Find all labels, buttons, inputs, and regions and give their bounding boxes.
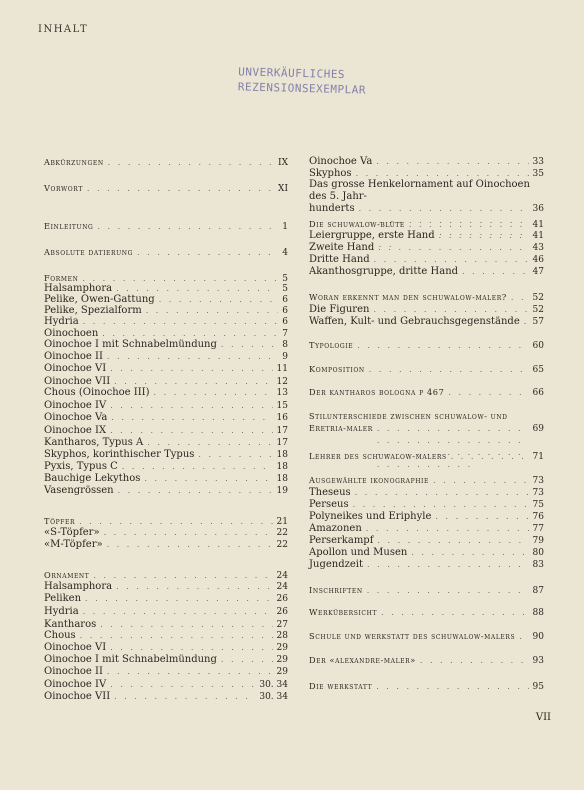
toc-entry-label: Inschriften [309, 585, 363, 595]
toc-entry-page: 75 [532, 500, 544, 510]
leader-dots [411, 547, 528, 559]
toc-entry-page: 30. 34 [259, 680, 288, 690]
leader-dots [107, 666, 273, 678]
toc-entry [44, 539, 288, 551]
leader-dots [118, 485, 273, 497]
toc-entry-label: Skyphos [309, 168, 352, 179]
toc-entry-label: Akanthosgruppe, dritte Hand [309, 266, 459, 277]
toc-entry [44, 691, 288, 703]
leader-dots [110, 425, 272, 437]
toc-entry-label: Stilunterschiede zwischen schuwalow- und [309, 412, 508, 421]
toc-entry [309, 230, 544, 242]
leader-dots [519, 631, 528, 643]
toc-entry-page: 6 [282, 317, 288, 327]
toc-entry-label-continued: hunderts [309, 203, 355, 214]
page-header: INHALT [38, 24, 89, 35]
toc-entry [309, 386, 544, 399]
toc-entry-label: Ornament [44, 570, 90, 580]
toc-entry-page: 9 [282, 352, 288, 362]
toc-entry [309, 156, 544, 168]
toc-entry-page: 6 [282, 306, 288, 316]
toc-entry [309, 339, 544, 352]
toc-entry-page: 22 [276, 540, 288, 550]
toc-entry [309, 584, 544, 597]
toc-entry-label: Amazonen [309, 523, 362, 534]
toc-entry-label: Polyneikes und Eriphyle [309, 511, 432, 522]
leader-dots [154, 387, 273, 399]
stamp-line-1: UNVERKÄUFLICHES [238, 65, 346, 82]
toc-entry-label: Lehrer des schuwalow-malers [309, 451, 447, 461]
toc-entry [309, 511, 544, 523]
toc-entry-page: 17 [276, 426, 288, 436]
toc-entry [309, 474, 544, 487]
toc-entry-page: 52 [532, 305, 544, 315]
toc-entry-page: 4 [282, 248, 288, 258]
toc-entry [309, 242, 544, 254]
toc-entry-page: 18 [276, 450, 288, 460]
toc-entry-label: Oinochoe II [44, 666, 103, 677]
toc-entry-page: 11 [276, 364, 288, 374]
toc-entry-label: Ausgewählte ikonographie [309, 475, 430, 485]
leader-dots [511, 292, 529, 304]
leader-dots [83, 606, 273, 618]
toc-entry-page: 29 [276, 655, 288, 665]
toc-entry-page: 5 [282, 284, 288, 294]
toc-entry-page: 29 [276, 643, 288, 653]
toc-entry [309, 523, 544, 535]
toc-entry-label: Oinochoe VI [44, 642, 107, 653]
toc-entry-label: Formen [44, 273, 79, 283]
toc-entry-page: 6 [282, 295, 288, 305]
toc-entry-label: Absolute datierung [44, 247, 134, 257]
toc-entry-label: Der kantharos bologna p 467 [309, 387, 445, 397]
leader-dots [367, 585, 529, 597]
leader-dots [367, 559, 529, 571]
toc-entry-label: Die Figuren [309, 304, 370, 315]
toc-entry [309, 606, 544, 619]
toc-entry-page: 95 [532, 682, 544, 692]
toc-entry [44, 449, 288, 461]
toc-entry [44, 461, 288, 473]
toc-entry-page: 87 [532, 586, 544, 596]
toc-entry [309, 254, 544, 266]
toc-entry-page: 13 [276, 388, 288, 398]
toc-entry-label: Halsamphora [44, 581, 113, 592]
toc-entry-label: Oinochoe IV [44, 400, 107, 411]
toc-entry-page: 71 [532, 452, 544, 462]
toc-entry-label: Theseus [309, 487, 351, 498]
leader-dots [83, 316, 279, 328]
toc-entry-label: Pelike, Owen-Gattung [44, 294, 155, 305]
toc-entry [309, 654, 544, 667]
toc-entry-page: 36 [532, 204, 544, 214]
page-number: VII [535, 712, 551, 723]
toc-entry-label: Chous [44, 630, 76, 641]
toc-entry-page: 7 [282, 329, 288, 339]
leader-dots [221, 654, 273, 666]
leader-dots [376, 156, 528, 168]
toc-entry-label: Perseus [309, 499, 349, 510]
toc-entry-label: Kantharos [44, 619, 97, 630]
toc-entry-label: Das grosse Henkelornament auf Oinochoen des 5. Jahr- [309, 179, 530, 202]
toc-entry [44, 593, 288, 605]
toc-entry-page: 57 [532, 317, 544, 327]
toc-entry-page: 5 [282, 274, 288, 284]
leader-dots [366, 523, 529, 535]
toc-entry [44, 425, 288, 437]
toc-entry-page: 28 [276, 631, 288, 641]
toc-entry [309, 630, 544, 643]
toc-entry-label: Dritte Hand [309, 254, 370, 265]
toc-entry-page: 12 [276, 377, 288, 387]
toc-entry-page: 73 [532, 476, 544, 486]
toc-entry-page: 33 [532, 157, 544, 167]
leader-dots [87, 183, 274, 195]
toc-entry [44, 220, 288, 233]
leader-dots [107, 539, 273, 551]
toc-entry-label: Oinochoe VI [44, 363, 107, 374]
toc-entry-label: Der «alexandre-maler» [309, 655, 416, 665]
toc-entry [44, 400, 288, 412]
leader-dots [374, 254, 529, 266]
toc-entry-label: Oinochoe VII [44, 376, 111, 387]
toc-entry-page: 35 [532, 169, 544, 179]
leader-dots [433, 475, 529, 487]
leader-dots [97, 221, 278, 233]
review-copy-stamp [238, 64, 367, 97]
toc-entry-page: 52 [532, 293, 544, 303]
toc-entry-label: Leiergruppe, erste Hand [309, 230, 435, 241]
toc-entry [44, 581, 288, 593]
toc-entry-label: Zweite Hand [309, 242, 375, 253]
toc-entry-page: 83 [532, 560, 544, 570]
leader-dots [439, 230, 529, 242]
toc-entry-label: Oinochoe IX [44, 425, 107, 436]
toc-entry-label: Oinochoe Va [309, 156, 373, 167]
toc-entry-label-continued: Eretria-maler [309, 424, 373, 433]
toc-entry-label: Werkübersicht [309, 607, 378, 617]
leader-dots [110, 363, 272, 375]
toc-entry-label: «M-Töpfer» [44, 539, 103, 550]
toc-entry-continuation [309, 423, 544, 471]
toc-entry [44, 412, 288, 424]
toc-entry [309, 680, 544, 693]
toc-entry-page: 43 [532, 243, 544, 253]
leader-dots [85, 593, 273, 605]
toc-entry-label: Oinochoe Va [44, 412, 108, 423]
toc-entry-page: 73 [532, 488, 544, 498]
toc-entry-label: Oinochoe I mit Schnabelmündung [44, 654, 217, 665]
toc-entry [44, 642, 288, 654]
toc-entry-label: Einleitung [44, 221, 94, 231]
toc-entry [309, 487, 544, 499]
toc-entry [309, 316, 544, 328]
toc-entry [309, 450, 544, 463]
toc-entry-page: 90 [532, 632, 544, 642]
toc-entry-label: Die schuwalow-blüte [309, 219, 405, 229]
toc-entry [44, 246, 288, 259]
leader-dots [116, 581, 272, 593]
toc-entry-page: 26 [276, 607, 288, 617]
toc-entry [44, 630, 288, 642]
leader-dots [80, 630, 273, 642]
leader-dots [144, 473, 272, 485]
toc-entry-page: 66 [532, 388, 544, 398]
toc-entry-page: 80 [532, 548, 544, 558]
toc-entry-page: 26 [276, 594, 288, 604]
leader-dots [107, 351, 278, 363]
toc-entry-label: Typologie [309, 340, 354, 350]
leader-dots [108, 157, 274, 169]
toc-entry [44, 363, 288, 375]
leader-dots [462, 266, 529, 278]
leader-dots [381, 607, 528, 619]
toc-entry-page: 30. 34 [259, 692, 288, 702]
toc-entry [44, 473, 288, 485]
toc-entry [44, 387, 288, 399]
leader-dots [353, 499, 529, 511]
toc-entry [309, 291, 544, 304]
toc-entry-label: Apollon und Musen [309, 547, 408, 558]
toc-entry-page: 16 [276, 413, 288, 423]
toc-entry-page: 15 [276, 401, 288, 411]
toc-entry-page: 18 [276, 474, 288, 484]
toc-entry-page: XI [278, 184, 288, 194]
leader-dots [378, 242, 528, 254]
toc-entry [44, 351, 288, 363]
leader-dots [110, 679, 255, 691]
leader-dots [357, 340, 528, 352]
toc-entry-label: Oinochoe IV [44, 679, 107, 690]
leader-dots [114, 691, 255, 703]
leader-dots [110, 400, 272, 412]
toc-entry [309, 363, 544, 376]
toc-entry-label: Vasengrössen [44, 485, 114, 496]
toc-entry-label: Schule und werkstatt des schuwalow-malers [309, 631, 516, 641]
leader-dots [451, 451, 529, 463]
toc-entry-label: Komposition [309, 364, 365, 374]
toc-entry-label: Peliken [44, 593, 82, 604]
toc-entry-label: Pelike, Spezialform [44, 305, 142, 316]
toc-entry-label: «S-Töpfer» [44, 527, 100, 538]
toc-entry [44, 485, 288, 497]
toc-entry [44, 679, 288, 691]
leader-dots [355, 487, 529, 499]
toc-entry-label: Oinochoen [44, 328, 99, 339]
leader-dots [147, 437, 272, 449]
toc-entry-page: 27 [276, 620, 288, 630]
toc-entry [309, 304, 544, 316]
toc-entry-page: 29 [276, 667, 288, 677]
toc-entry [44, 182, 288, 195]
toc-entry [309, 547, 544, 559]
toc-entry-label: Waffen, Kult- und Gebrauchsgegenstände [309, 316, 520, 327]
leader-dots [376, 681, 528, 693]
toc-entry-label: Perserkampf [309, 535, 374, 546]
toc-entry [309, 266, 544, 278]
toc-entry [44, 606, 288, 618]
toc-entry [309, 499, 544, 511]
toc-entry-label: Kantharos, Typus A [44, 437, 144, 448]
toc-entry-label: Halsamphora [44, 283, 113, 294]
toc-entry-label: Woran erkennt man den schuwalow-maler? [309, 292, 507, 302]
toc-entry-page: 41 [532, 220, 544, 230]
toc-entry [44, 654, 288, 666]
toc-entry [44, 527, 288, 539]
toc-entry-label: Vorwort [44, 183, 83, 193]
toc-entry-label: Oinochoe I mit Schnabelmündung [44, 339, 217, 350]
toc-entry-page: 76 [532, 512, 544, 522]
leader-dots [420, 655, 529, 667]
toc-entry-label: Hydria [44, 316, 79, 327]
toc-entry-page: 18 [276, 462, 288, 472]
toc-entry-label: Oinochoe II [44, 351, 103, 362]
toc-entry-page: 22 [276, 528, 288, 538]
toc-entry-label: Chous (Oinochoe III) [44, 387, 150, 398]
toc-entry-label: Oinochoe VII [44, 691, 111, 702]
toc-entry [309, 535, 544, 547]
toc-entry-label: Abkürzungen [44, 157, 104, 167]
toc-entry-label: Töpfer [44, 516, 76, 526]
leader-dots [435, 511, 528, 523]
leader-dots [122, 461, 273, 473]
leader-dots [373, 304, 528, 316]
toc-entry-page: 46 [532, 255, 544, 265]
toc-entry-label: Pyxis, Typus C [44, 461, 118, 472]
toc-entry [44, 316, 288, 328]
toc-entry-page: 88 [532, 608, 544, 618]
toc-entry [44, 437, 288, 449]
toc-entry-page: 19 [276, 486, 288, 496]
toc-entry-label: Bauchige Lekythos [44, 473, 141, 484]
leader-dots [448, 387, 528, 399]
toc-entry-page: 47 [532, 267, 544, 277]
toc-entry [44, 156, 288, 169]
toc-entry-page: 1 [282, 222, 288, 232]
leader-dots [377, 535, 528, 547]
toc-entry-label: Skyphos, korinthischer Typus [44, 449, 195, 460]
toc-entry-page: 60 [532, 341, 544, 351]
leader-dots [221, 339, 278, 351]
toc-entry-page: 79 [532, 536, 544, 546]
toc-entry-page: 21 [276, 517, 288, 527]
toc-entry-label: Die werkstatt [309, 681, 373, 691]
toc-entry-page: 69 [532, 424, 544, 434]
toc-entry-page: 93 [532, 656, 544, 666]
toc-entry-page: IX [278, 158, 288, 168]
leader-dots [369, 364, 529, 376]
leader-dots [104, 527, 273, 539]
leader-dots [137, 247, 278, 259]
stamp-line-2: REZENSIONSEXEMPLAR [237, 80, 367, 97]
toc-entry-label: Hydria [44, 606, 79, 617]
toc-entry-page: 65 [532, 365, 544, 375]
leader-dots [110, 642, 272, 654]
toc-entry-page: 8 [282, 340, 288, 350]
toc-entry [44, 666, 288, 678]
leader-dots [111, 412, 272, 424]
toc-entry-label: Jugendzeit [309, 559, 364, 570]
leader-dots [198, 449, 272, 461]
leader-dots [524, 316, 529, 328]
toc-entry [309, 559, 544, 571]
toc-entry-page: 41 [532, 231, 544, 241]
toc-entry-page: 24 [276, 582, 288, 592]
toc-entry-page: 77 [532, 524, 544, 534]
toc-entry-page: 24 [276, 571, 288, 581]
toc-entry [44, 339, 288, 351]
leader-dots [377, 423, 529, 471]
toc-entry-page: 17 [276, 438, 288, 448]
